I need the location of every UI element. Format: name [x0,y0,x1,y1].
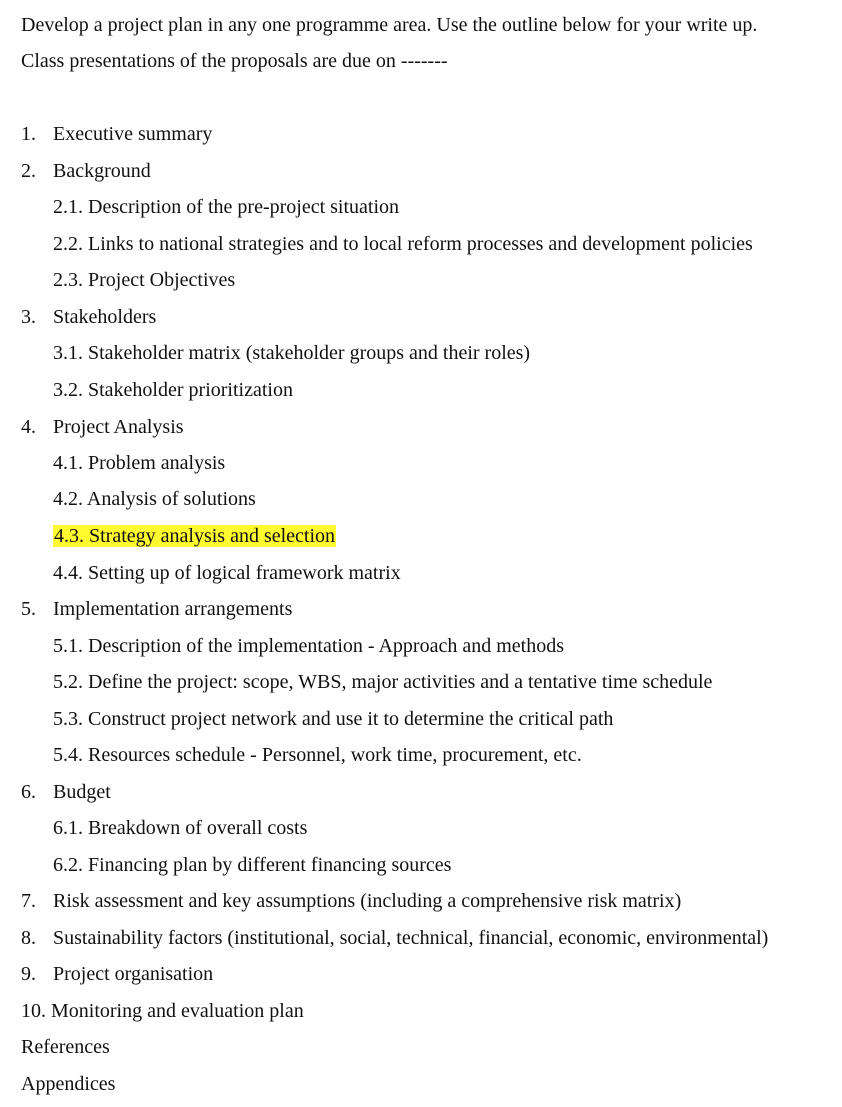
item-5-4: 5.4. Resources schedule - Personnel, work time, procurement, etc. [53,744,582,766]
item-9-text: Project organisation [53,963,214,985]
item-5-2: 5.2. Define the project: scope, WBS, major activities and a tentative time schedule [53,671,713,693]
appendices-heading: Appendices [21,1073,116,1095]
item-1-number: 1. [21,123,36,145]
item-3-2: 3.2. Stakeholder prioritization [53,379,293,401]
item-4-number: 4. [21,416,36,438]
item-5-1: 5.1. Description of the implementation - Approach and methods [53,635,564,657]
item-4-2: 4.2. Analysis of solutions [53,488,256,510]
item-9-number: 9. [21,963,36,985]
item-5-3: 5.3. Construct project network and use it to determine the critical path [53,708,614,730]
item-2-number: 2. [21,160,36,182]
item-4-text: Project Analysis [53,416,184,438]
item-4-4: 4.4. Setting up of logical framework matrix [53,562,401,584]
intro-line-2: Class presentations of the proposals are due on ------- [21,50,448,72]
item-2-text: Background [53,160,151,182]
item-6-1: 6.1. Breakdown of overall costs [53,817,308,839]
item-7-number: 7. [21,890,36,912]
intro-line-1: Develop a project plan in any one programme area. Use the outline below for your write up. [21,14,758,36]
references-heading: References [21,1036,110,1058]
item-8-number: 8. [21,927,36,949]
item-3-text: Stakeholders [53,306,157,328]
item-3-1: 3.1. Stakeholder matrix (stakeholder groups and their roles) [53,342,531,364]
item-6-number: 6. [21,781,36,803]
item-4-1: 4.1. Problem analysis [53,452,226,474]
item-1-text: Executive summary [53,123,213,145]
item-5-number: 5. [21,598,36,620]
item-5-text: Implementation arrangements [53,598,293,620]
item-6-text: Budget [53,781,111,803]
item-8-text: Sustainability factors (institutional, social, technical, financial, economic, environmental) [53,927,769,949]
item-4-3-highlighted [53,524,336,548]
item-2-2: 2.2. Links to national strategies and to local reform processes and development policies [53,233,753,255]
item-2-1: 2.1. Description of the pre-project situation [53,196,400,218]
item-6-2: 6.2. Financing plan by different financing sources [53,854,452,876]
item-7-text: Risk assessment and key assumptions (including a comprehensive risk matrix) [53,890,682,912]
item-10: 10. Monitoring and evaluation plan [21,1000,304,1022]
item-3-number: 3. [21,306,36,328]
highlight-mark: 4.3. Strategy analysis and selection [54,525,336,547]
item-2-3: 2.3. Project Objectives [53,269,236,291]
